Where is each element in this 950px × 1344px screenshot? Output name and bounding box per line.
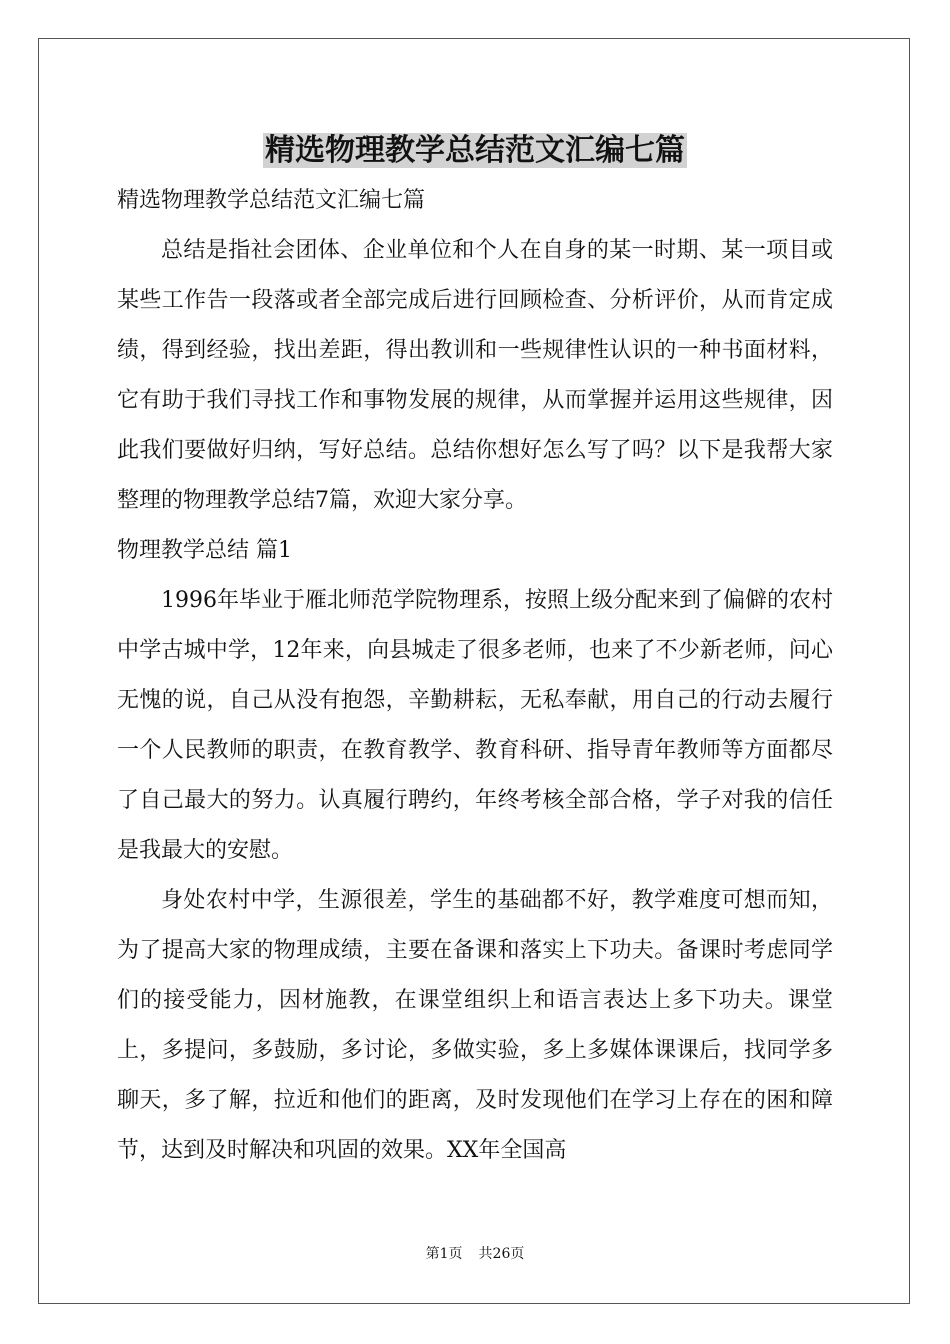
page-total: 共26页 bbox=[478, 1246, 525, 1262]
document-title bbox=[0, 128, 950, 174]
section-paragraph-1: 1996年毕业于雁北师范学院物理系，按照上级分配来到了偏僻的农村中学古城中学，12年来，向县城走了很多老师，也来了不少新老师，问心无愧的说，自己从没有抱怨，辛勤耕耘，无私奉献，用自己的行动去履行一个人民教师的职责，在教育教学、教育科研、指导青年教师等方面都尽了自己最大的努力。认真履行聘约，年终考核全部合格，学子对我的信任是我最大的安慰。 bbox=[117, 588, 833, 863]
section-heading: 物理教学总结 篇1 bbox=[117, 538, 292, 563]
intro-paragraph: 总结是指社会团体、企业单位和个人在自身的某一时期、某一项目或某些工作告一段落或者全部完成后进行回顾检查、分析评价，从而肯定成绩，得到经验，找出差距，得出教训和一些规律性认识的一种书面材料，它有助于我们寻找工作和事物发展的规律，从而掌握并运用这些规律，因此我们要做好归纳，写好总结。总结你想好怎么写了吗？以下是我帮大家整理的物理教学总结7篇，欢迎大家分享。 bbox=[117, 238, 833, 513]
page-footer bbox=[0, 1244, 950, 1264]
document-title-text: 精选物理教学总结范文汇编七篇 bbox=[265, 133, 685, 168]
document-body bbox=[117, 176, 833, 1176]
document-subtitle: 精选物理教学总结范文汇编七篇 bbox=[117, 188, 426, 213]
page-number: 第1页 bbox=[425, 1246, 463, 1262]
section-paragraph-2: 身处农村中学，生源很差，学生的基础都不好，教学难度可想而知，为了提高大家的物理成绩，主要在备课和落实上下功夫。备课时考虑同学们的接受能力，因材施教，在课堂组织上和语言表达上多下功夫。课堂上，多提问，多鼓励，多讨论，多做实验，多上多媒体课课后，找同学多聊天，多了解，拉近和他们的距离，及时发现他们在学习上存在的困和障节，达到及时解决和巩固的效果。XX年全国高 bbox=[117, 888, 833, 1163]
